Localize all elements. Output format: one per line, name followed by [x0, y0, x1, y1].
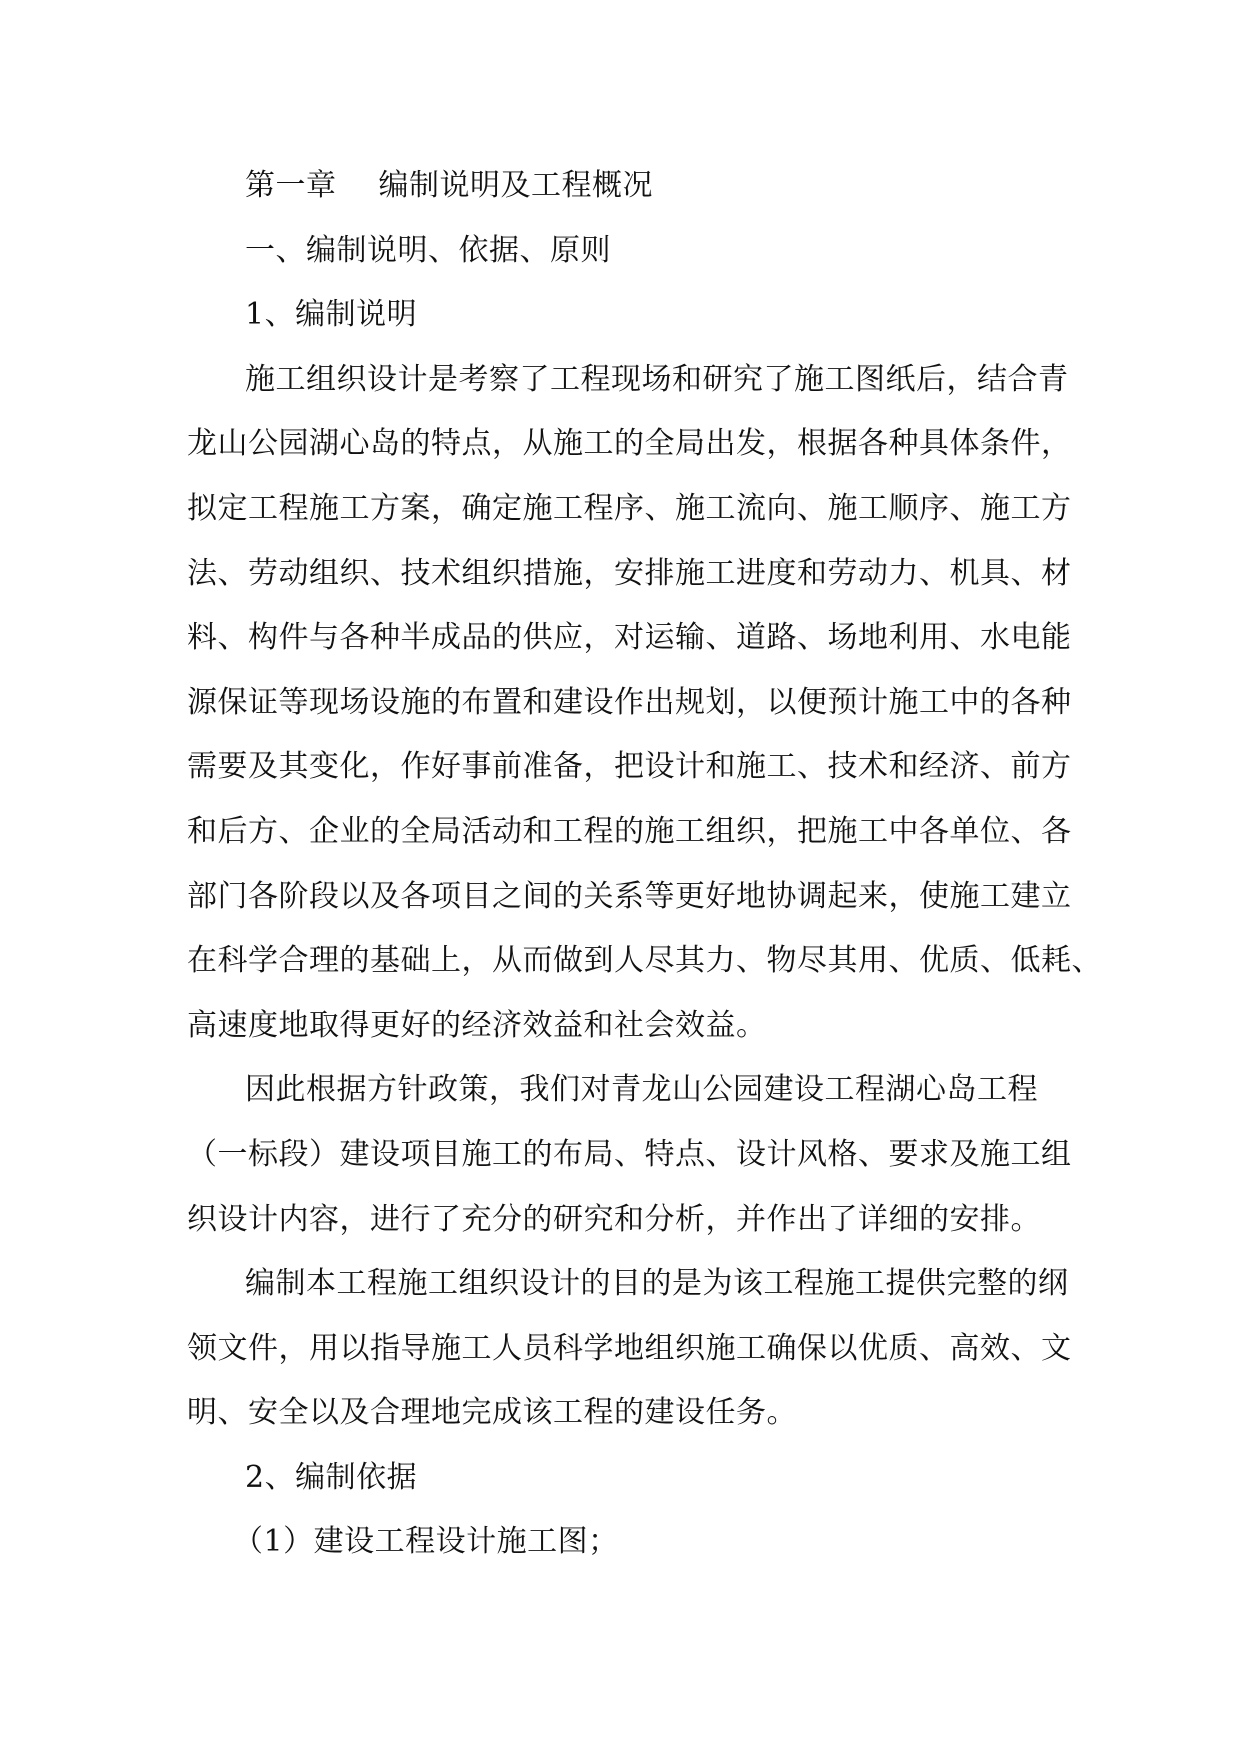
paragraph-line: 编制本工程施工组织设计的目的是为该工程施工提供完整的纲 — [245, 1266, 1069, 1302]
paragraph-line: 需要及其变化，作好事前准备，把设计和施工、技术和经济、前方 — [187, 749, 1072, 785]
chapter-heading — [187, 154, 1087, 219]
paragraph-line: 施工组织设计是考察了工程现场和研究了施工图纸后，结合青 — [245, 361, 1069, 397]
subsection-heading-1: 1、编制说明 — [245, 297, 418, 333]
paragraph-1 — [187, 348, 1102, 1059]
paragraph-line: 料、构件与各种半成品的供应，对运输、道路、场地利用、水电能 — [187, 620, 1072, 656]
subsection-heading-2: 2、编制依据 — [245, 1459, 418, 1495]
paragraph-line: 源保证等现场设施的布置和建设作出规划，以便预计施工中的各种 — [187, 684, 1072, 720]
paragraph-2 — [187, 1058, 1087, 1252]
paragraph-line: 拟定工程施工方案，确定施工程序、施工流向、施工顺序、施工方 — [187, 490, 1072, 526]
paragraph-line: 部门各阶段以及各项目之间的关系等更好地协调起来，使施工建立 — [187, 878, 1072, 914]
paragraph-line: 高速度地取得更好的经济效益和社会效益。 — [187, 1007, 767, 1043]
chapter-number: 第一章 — [245, 168, 337, 203]
paragraph-line: 在科学合理的基础上，从而做到人尽其力、物尽其用、优质、低耗、 — [187, 943, 1102, 979]
list-item: （1）建设工程设计施工图； — [233, 1524, 619, 1560]
paragraph-line: 明、安全以及合理地完成该工程的建设任务。 — [187, 1395, 797, 1431]
paragraph-line: （一标段）建设项目施工的布局、特点、设计风格、要求及施工组 — [187, 1136, 1072, 1172]
paragraph-3 — [187, 1252, 1087, 1446]
section-heading: 一、编制说明、依据、原则 — [245, 232, 611, 268]
chapter-title: 编制说明及工程概况 — [378, 168, 653, 203]
paragraph-line: 织设计内容，进行了充分的研究和分析，并作出了详细的安排。 — [187, 1201, 1041, 1237]
paragraph-line: 领文件，用以指导施工人员科学地组织施工确保以优质、高效、文 — [187, 1330, 1072, 1366]
paragraph-line: 法、劳动组织、技术组织措施，安排施工进度和劳动力、机具、材 — [187, 555, 1072, 591]
paragraph-line: 和后方、企业的全局活动和工程的施工组织，把施工中各单位、各 — [187, 813, 1072, 849]
paragraph-line: 龙山公园湖心岛的特点，从施工的全局出发，根据各种具体条件， — [187, 426, 1072, 462]
document-body — [187, 154, 1102, 1575]
paragraph-line: 因此根据方针政策，我们对青龙山公园建设工程湖心岛工程 — [245, 1072, 1038, 1108]
